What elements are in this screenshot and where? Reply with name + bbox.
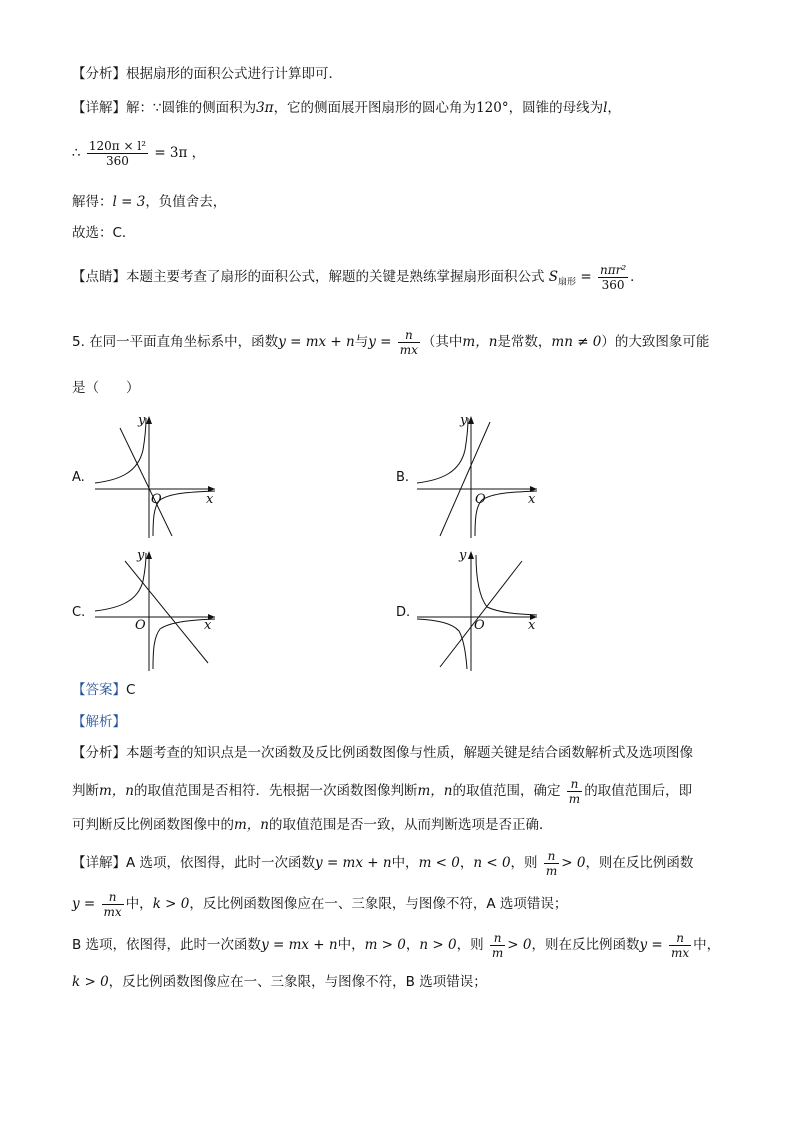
detail-line-a1 [72,848,693,878]
detail-text: 中， [391,855,419,871]
analysis-text: 的取值范围是否相符．先根据一次函数图像判断 [134,783,418,799]
solve-line [72,192,226,212]
stem-text: ）的大致图象可能 [601,334,710,350]
math-S-sub: 扇形 [558,277,577,288]
math-mn: m，n [234,817,269,833]
stem-text: （其中 [421,334,463,350]
x-axis-label: x [528,492,536,507]
x-axis-label: x [206,492,214,507]
fraction-denominator: 360 [601,277,625,292]
math-linear: y = mx + n [278,334,355,350]
math-120deg: 120° [476,100,509,116]
analysis-text: 根据扇形的面积公式进行计算即可． [126,66,342,82]
math-mn-neq-0: mn ≠ 0 [551,334,602,350]
math-k-gt-0: k > 0 [72,974,109,990]
analysis-line-q4 [72,64,342,84]
fraction-denominator: mx [399,342,418,357]
math-n-gt-0: n > 0 [419,937,457,953]
detail-text: ， [405,937,420,953]
fraction-denominator: m [491,945,504,960]
equation-line [72,138,205,168]
origin-label: O [474,618,485,633]
math-S: S [548,269,559,285]
detail-text: ， [459,855,474,871]
origin-label: O [475,492,486,507]
fraction-n-over-m [490,931,505,960]
solve-tail: ，负值舍去， [145,194,227,210]
fraction-numerator: n [398,328,420,343]
analysis-line-2 [72,776,692,806]
math-m-lt-0: m < 0 [418,855,460,871]
fraction-denominator: 360 [106,153,129,168]
question-5-stem-2 [72,378,140,398]
fraction-numerator: n [669,931,691,946]
fraction-n-over-m [544,849,559,878]
option-d-graph[interactable] [412,545,552,675]
math-k-gt-0: k > 0 [152,896,190,912]
stem-text: 与 [354,334,369,350]
choice-text: 故选：C． [72,225,136,241]
math-y-eq: y = [72,896,96,912]
detail-line-b1 [72,930,720,960]
analysis-text: 的取值范围后，即 [584,783,693,799]
fraction-numerator: n [490,931,505,946]
math-gt-0: > 0 [561,855,586,871]
math-l-eq-3: l = 3 [112,194,146,210]
fraction-numerator: n [102,890,124,905]
fraction-area [87,139,148,168]
math-mn: m，n [417,783,453,799]
detail-text: 解：∵圆锥的侧面积为 [126,100,257,116]
tag-answer: 【答案】 [72,682,126,698]
x-axis-label: x [528,618,536,633]
fraction-numerator: n [567,777,582,792]
math-gt-0: > 0 [507,937,532,953]
y-axis-arrow [146,551,152,559]
option-c-graph[interactable] [90,545,230,675]
math-n-lt-0: n < 0 [473,855,511,871]
math-eq: = [580,269,592,285]
fraction-inverse [398,328,420,357]
keypoint-line [72,262,644,298]
analysis-text: 的取值范围，确定 [452,783,561,799]
linear-line [120,428,172,536]
choice-line [72,223,135,243]
detail-text: ，则在反比例函数 [531,937,640,953]
therefore-symbol: ∴ [72,145,81,161]
detail-line-b2 [72,972,487,992]
detail-text: ，则 [510,855,538,871]
option-a-label[interactable]: A. [72,470,85,485]
analysis-text: 可判断反比例函数图像中的 [72,817,234,833]
detail-text: ，反比例函数图像应在一、三象限，与图像不符，A 选项错误； [189,896,568,912]
y-axis-arrow [468,416,474,424]
y-axis-label: y [137,548,145,563]
analysis-text: 的取值范围是否一致，从而判断选项是否正确． [269,817,553,833]
answer-value: C [126,682,136,698]
fraction-numerator: 120π × l² [88,138,147,153]
math-l: l [603,100,608,116]
detail-text: ， [607,100,621,116]
detail-text: ，它的侧面展开图扇形的圆心角为 [273,100,477,116]
detail-text: ，反比例函数图像应在一、三象限，与图像不符，B 选项错误； [108,974,487,990]
linear-line [125,561,208,663]
keypoint-text: 本题主要考查了扇形的面积公式，解题的关键是熟练掌握扇形面积公式 [126,269,545,285]
fraction-n-over-mx [669,931,691,960]
tag-keypoint: 【点睛】 [72,269,126,285]
y-axis-label: y [460,413,468,428]
math-y-eq: y = [639,937,663,953]
math-linear: y = mx + n [261,937,338,953]
hyperbola-branch [417,619,467,669]
fraction-denominator: m [545,863,558,878]
detail-text: A 选项，依图得，此时一次函数 [126,855,316,871]
detail-line-q4 [72,98,621,118]
fraction-denominator: mx [103,904,122,919]
linear-line [440,561,522,667]
math-m-gt-0: m > 0 [364,937,406,953]
y-axis-label: y [459,548,467,563]
y-axis-label: y [138,413,146,428]
option-a-graph[interactable] [90,410,230,540]
origin-label: O [151,492,162,507]
fraction-numerator: nπr² [599,262,627,277]
linear-line [440,422,490,536]
detail-text: B 选项，依图得，此时一次函数 [72,937,262,953]
tag-detail: 【详解】 [72,855,126,871]
solve-label: 解得： [72,194,113,210]
stem-text: 在同一平面直角坐标系中，函数 [89,334,279,350]
fraction-n-over-m [567,777,582,806]
hyperbola-branch [476,555,537,615]
fraction-sector [598,263,628,292]
stem-text: 是常数， [497,334,552,350]
y-axis-arrow [468,551,474,559]
option-b-graph[interactable] [412,410,552,540]
fraction-denominator: mx [671,945,690,960]
analysis-text: 本题考查的知识点是一次函数及反比例函数图像与性质，解题关键是结合函数解析式及选项图像 [126,745,693,761]
detail-text: ，则 [456,937,484,953]
answer-line [72,680,135,700]
analysis-line-3 [72,815,553,835]
y-axis-arrow [146,416,152,424]
option-b-label[interactable]: B. [396,470,410,485]
tag-detail: 【详解】 [72,100,126,116]
analysis-line-1 [72,743,693,763]
stem-text: 是（ ） [72,380,140,396]
detail-text: 中， [125,896,153,912]
jiexi-line [72,712,126,732]
detail-text: ，圆锥的母线为 [508,100,604,116]
detail-line-a2 [72,889,567,919]
detail-text: 中， [337,937,365,953]
detail-text: 中， [693,937,721,953]
analysis-text: 判断 [72,783,99,799]
equation-rhs: = 3π ， [154,145,206,161]
option-d-label[interactable]: D. [396,605,411,620]
question-number: 5. [72,334,85,350]
x-axis-label: x [204,618,212,633]
option-c-label[interactable]: C. [72,605,86,620]
math-mn: m，n [462,334,498,350]
tag-analysis: 【分析】 [72,66,126,82]
tag-analysis: 【分析】 [72,745,126,761]
fraction-numerator: n [544,849,559,864]
keypoint-tail: ． [630,269,644,285]
tag-jiexi: 【解析】 [72,714,126,730]
detail-text: ，则在反比例函数 [585,855,694,871]
fraction-denominator: m [568,791,581,806]
math-3pi: 3π [256,100,274,116]
math-linear: y = mx + n [315,855,392,871]
fraction-n-over-mx [102,890,124,919]
math-y-eq: y = [368,334,392,350]
math-mn: m，n [99,783,134,799]
origin-label: O [135,618,146,633]
question-5-stem [72,327,709,357]
